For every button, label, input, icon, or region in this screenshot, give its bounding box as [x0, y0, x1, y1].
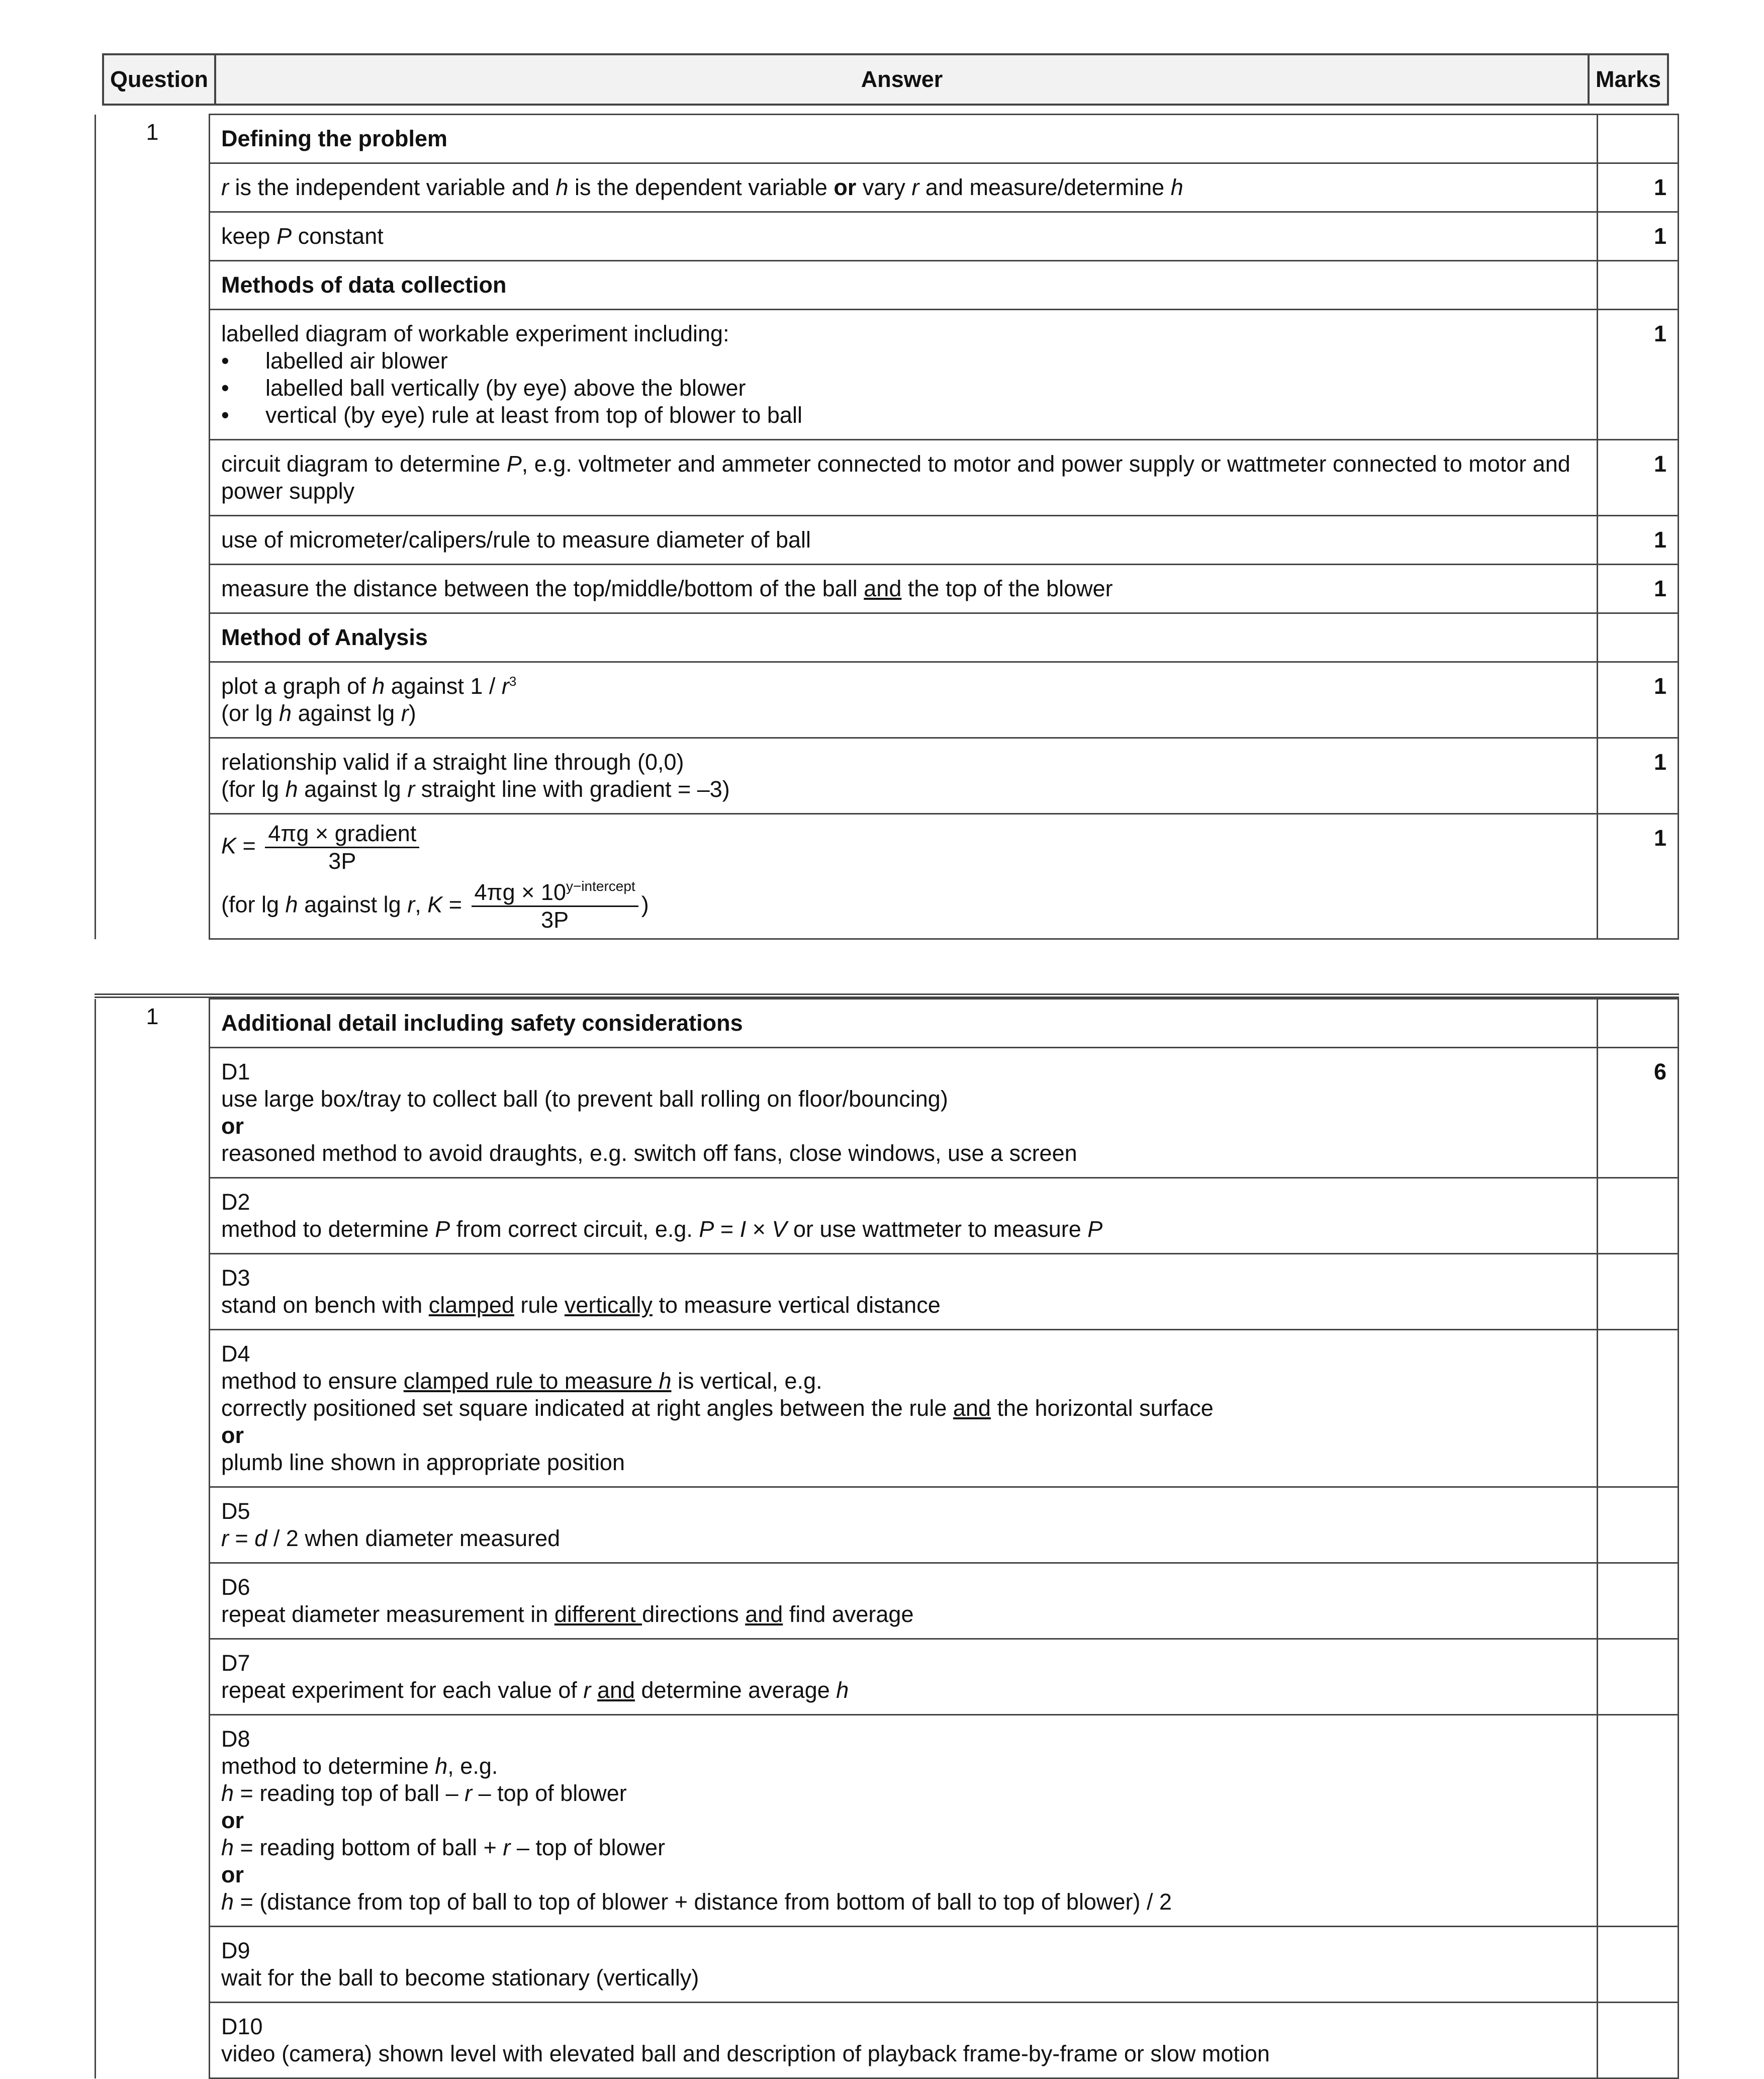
- detail-d4: D4method to ensure clamped rule to measure h is vertical, e.g. correctly positioned set square indicated at right angles between the rule and the horizontal surface or plumb line shown in appropriate position: [210, 1330, 1598, 1487]
- diagram-intro: labelled diagram of workable experiment including:: [221, 321, 729, 346]
- section-heading-defining: Defining the problem: [210, 115, 1598, 163]
- marks-cell: 1: [1598, 738, 1679, 814]
- list-item: • labelled ball vertically (by eye) above the blower: [221, 375, 1586, 402]
- detail-d8: D8method to determine h, e.g. h = reading top of ball – r – top of blower or h = reading bottom of ball + r – top of blower or h = (distance from top of ball to top of blower + distance from bottom of ball to top of blower) / 2: [210, 1715, 1598, 1927]
- table-row: [96, 1254, 1679, 1330]
- table-row: [96, 261, 1679, 310]
- answer-cell-formula: [210, 814, 1598, 939]
- detail-d9: D9wait for the ball to become stationary (vertically): [210, 1927, 1598, 2003]
- detail-d7: D7repeat experiment for each value of r and determine average h: [210, 1639, 1598, 1715]
- answer-cell: relationship valid if a straight line through (0,0) (for lg h against lg r straight line with gradient = –3): [210, 738, 1598, 814]
- table-row: [96, 1048, 1679, 1178]
- section-heading-methods: Methods of data collection: [210, 261, 1598, 310]
- marks-cell: 1: [1598, 163, 1679, 212]
- marks-cell: 1: [1598, 814, 1679, 939]
- marks-cell: [1598, 115, 1679, 163]
- marks-cell: 1: [1598, 565, 1679, 613]
- k-formula-log: (for lg h against lg r, K = $\frac{4\pi g \times 10^{y-intercept}}{3P}$ ): [221, 878, 649, 933]
- marks-cell: [1598, 1927, 1679, 2003]
- marks-cell: 1: [1598, 516, 1679, 565]
- table-row: [96, 163, 1679, 212]
- table-row: [96, 212, 1679, 261]
- marks-cell: 1: [1598, 212, 1679, 261]
- answer-cell: use of micrometer/calipers/rule to measure diameter of ball: [210, 516, 1598, 565]
- marks-cell: [1598, 2003, 1679, 2078]
- table-row: [96, 662, 1679, 738]
- table-row: [96, 2003, 1679, 2078]
- header-question: Question: [104, 55, 216, 104]
- list-item: • labelled air blower: [221, 347, 1586, 375]
- table-row: [96, 516, 1679, 565]
- table-row: [96, 738, 1679, 814]
- table-row: [96, 565, 1679, 613]
- detail-d6: D6repeat diameter measurement in different directions and find average: [210, 1563, 1598, 1639]
- marks-cell: 1: [1598, 662, 1679, 738]
- k-formula: K = $\frac{\text{4πg × gradient}}{3P}$: [221, 821, 1586, 874]
- question-number: 1: [96, 115, 210, 814]
- section-divider: [95, 993, 1679, 998]
- section-heading-analysis: Method of Analysis: [210, 613, 1598, 662]
- table-row: [96, 1927, 1679, 2003]
- header-answer: Answer: [216, 55, 1590, 104]
- question-number: 1: [96, 999, 210, 2078]
- list-item: • vertical (by eye) rule at least from top of blower to ball: [221, 402, 1586, 429]
- table-row: [96, 1715, 1679, 1927]
- answer-cell: [210, 310, 1598, 440]
- question-number-spacer: [96, 814, 210, 939]
- marks-cell: 1: [1598, 310, 1679, 440]
- table-row: [96, 310, 1679, 440]
- detail-d3: D3stand on bench with clamped rule vertically to measure vertical distance: [210, 1254, 1598, 1330]
- table-header: [102, 53, 1669, 106]
- detail-d10: D10video (camera) shown level with elevated ball and description of playback frame-by-frame or slow motion: [210, 2003, 1598, 2078]
- table-row: [96, 814, 1679, 939]
- marks-cell: [1598, 613, 1679, 662]
- marks-cell: [1598, 261, 1679, 310]
- answer-cell: measure the distance between the top/middle/bottom of the ball and the top of the blower: [210, 565, 1598, 613]
- detail-d5: D5r = d / 2 when diameter measured: [210, 1487, 1598, 1563]
- marks-cell: [1598, 1563, 1679, 1639]
- answer-cell: r is the independent variable and h is the dependent variable or vary r and measure/determine h: [210, 163, 1598, 212]
- answer-cell: plot a graph of h against $1 / r^3$ (or lg h against lg r): [210, 662, 1598, 738]
- marks-cell: [1598, 1330, 1679, 1487]
- header-marks: Marks: [1595, 66, 1661, 92]
- answer-cell: keep P constant: [210, 212, 1598, 261]
- mark-scheme-table-part2: [95, 998, 1679, 2079]
- table-row: [96, 1178, 1679, 1254]
- table-row: [96, 1563, 1679, 1639]
- table-row: [96, 440, 1679, 516]
- detail-d1: D1use large box/tray to collect ball (to prevent ball rolling on floor/bouncing) or reasoned method to avoid draughts, e.g. switch off fans, close windows, use a screen: [210, 1048, 1598, 1178]
- table-row: [96, 1487, 1679, 1563]
- table-row: [96, 999, 1679, 1048]
- mark-scheme-table-part1: [95, 114, 1679, 940]
- marks-cell: [1598, 1487, 1679, 1563]
- marks-cell: [1598, 999, 1679, 1048]
- table-row: [96, 613, 1679, 662]
- marks-cell: 6: [1598, 1048, 1679, 1178]
- table-row: [96, 115, 1679, 163]
- marks-cell: [1598, 1254, 1679, 1330]
- answer-cell: circuit diagram to determine P, e.g. voltmeter and ammeter connected to motor and power supply or wattmeter connected to motor and power supply: [210, 440, 1598, 516]
- marks-cell: [1598, 1715, 1679, 1927]
- diagram-bullet-list: [221, 347, 1586, 429]
- marks-cell: [1598, 1178, 1679, 1254]
- marks-cell: 1: [1598, 440, 1679, 516]
- detail-d2: D2method to determine P from correct circuit, e.g. P = I × V or use wattmeter to measure P: [210, 1178, 1598, 1254]
- marks-cell: [1598, 1639, 1679, 1715]
- table-row: [96, 1330, 1679, 1487]
- table-row: [96, 1639, 1679, 1715]
- section-heading-additional: Additional detail including safety considerations: [210, 999, 1598, 1048]
